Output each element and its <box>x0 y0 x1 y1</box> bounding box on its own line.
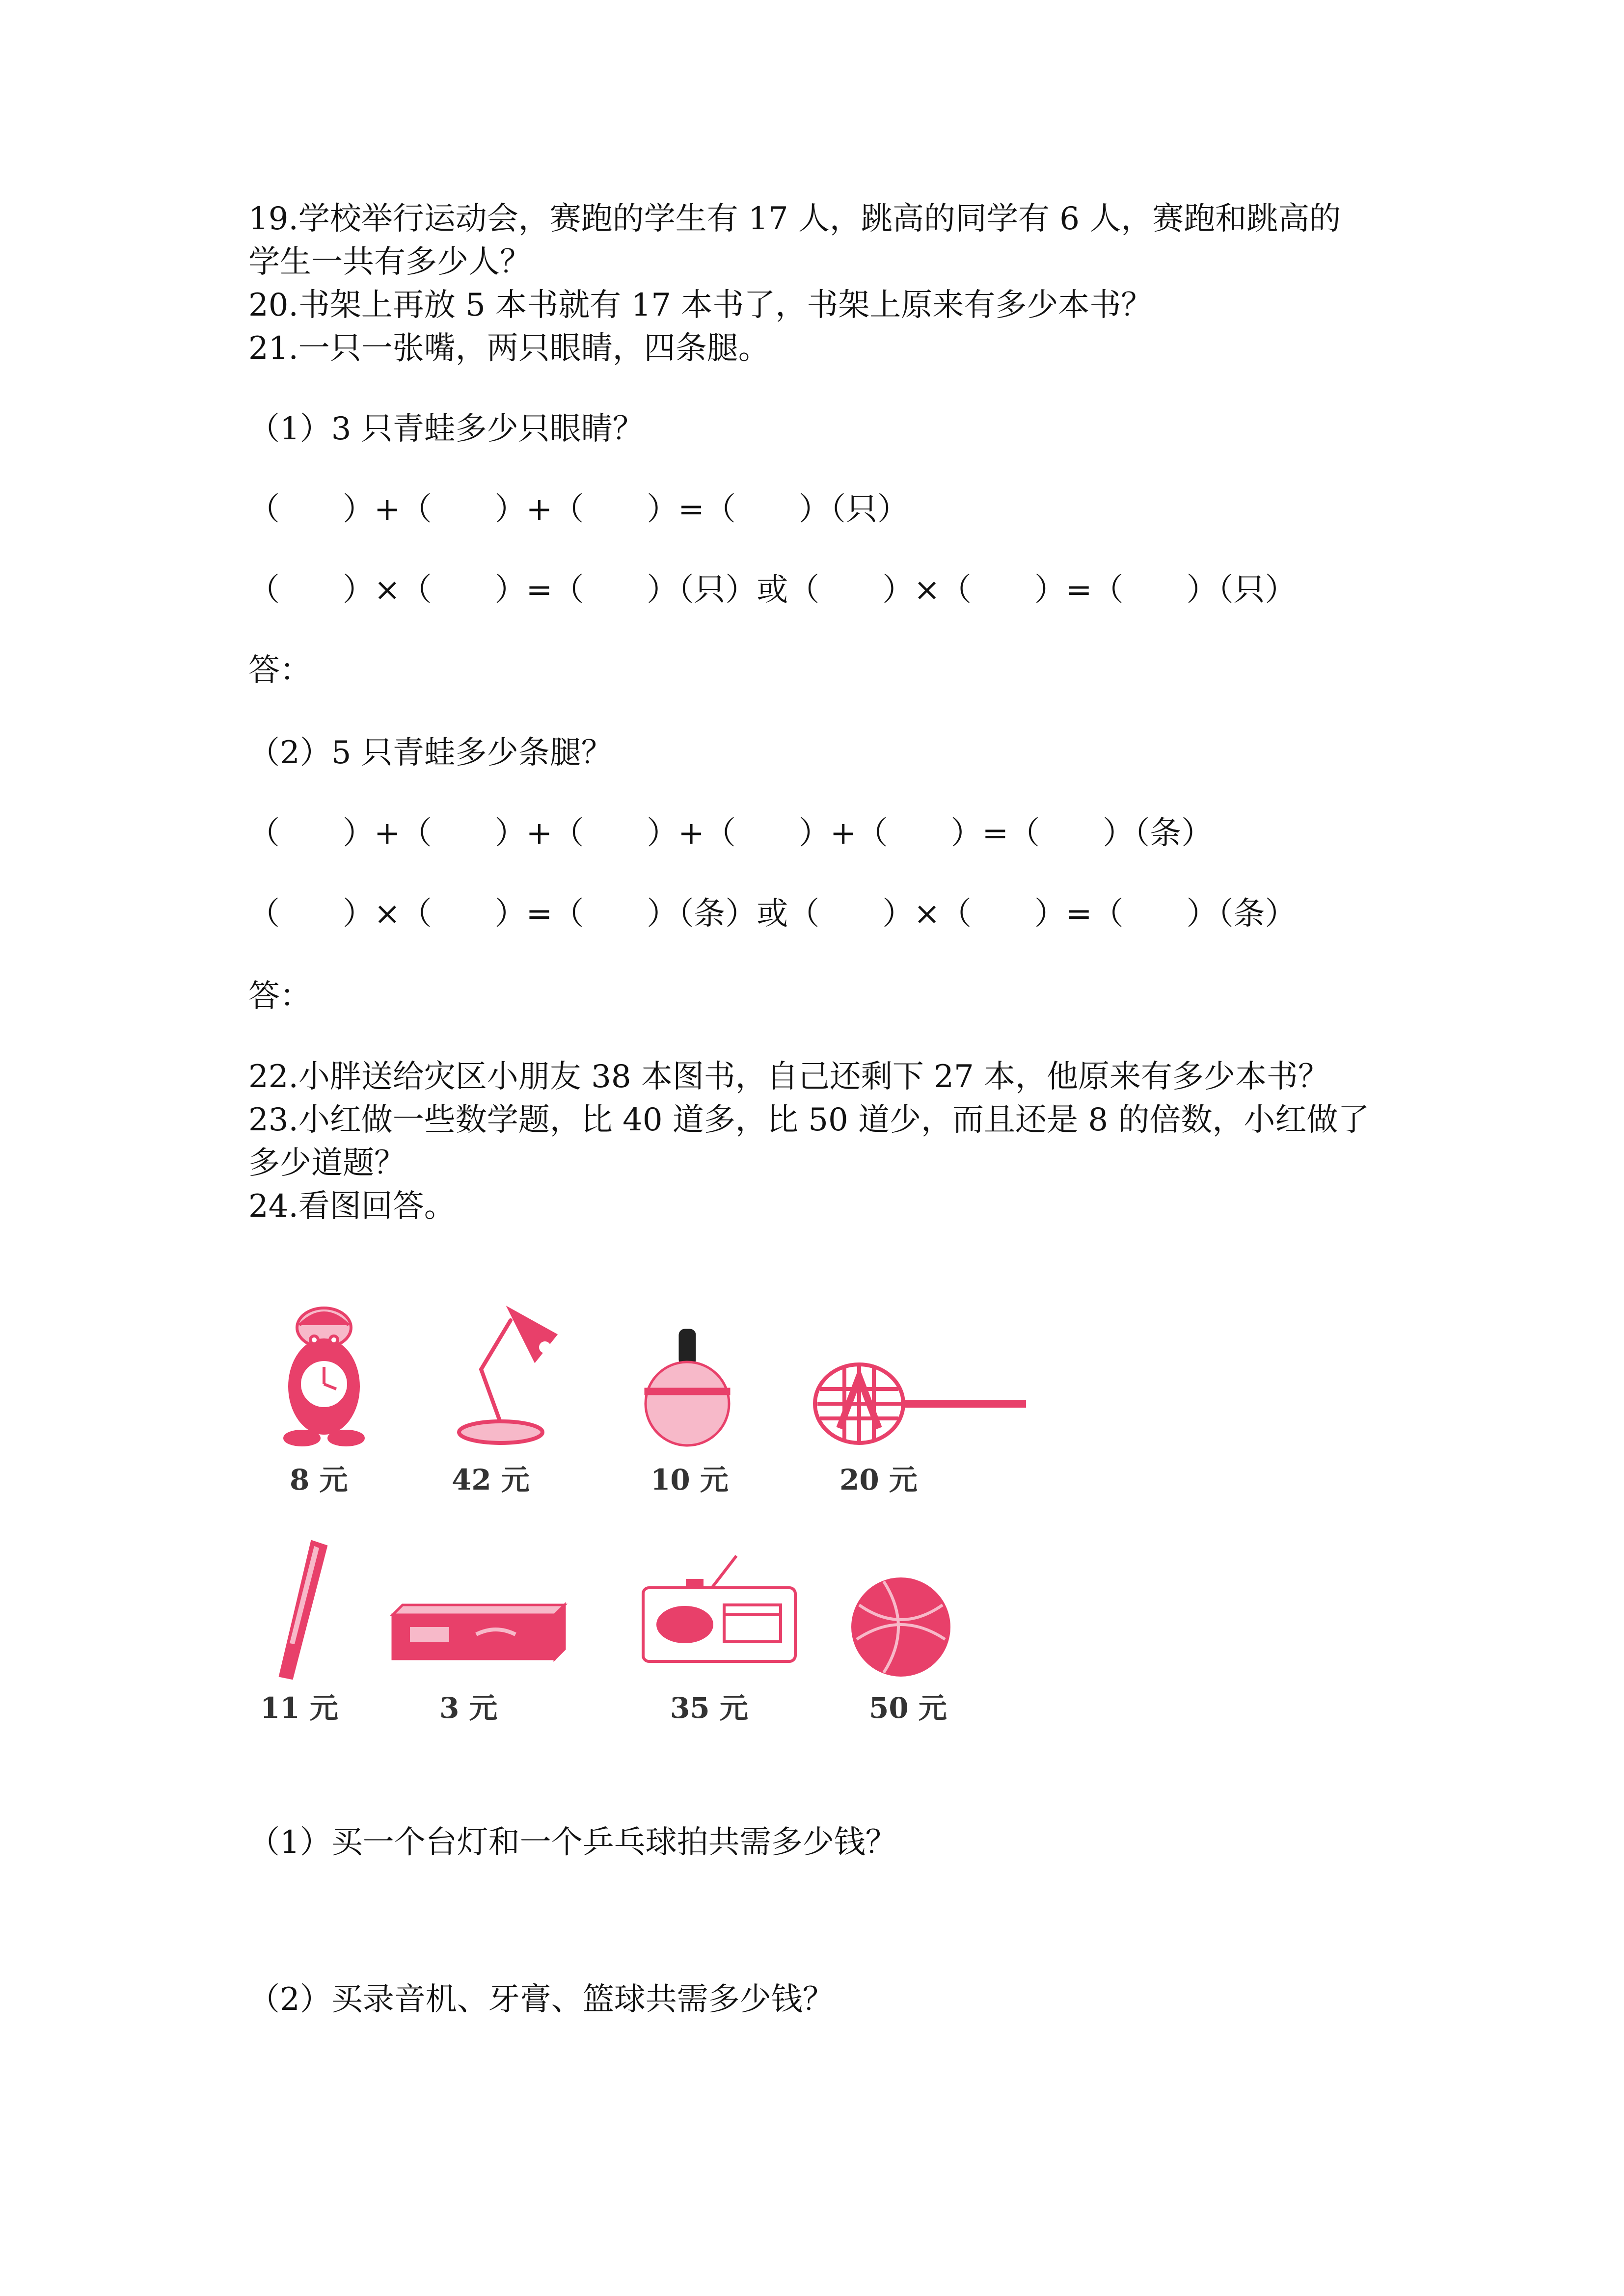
question-21-part2: （2）5 只青蛙多少条腿？ <box>248 735 613 771</box>
question-21-part1: （1）3 只青蛙多少只眼睛？ <box>248 411 644 447</box>
badminton-racket-icon <box>810 1355 1031 1453</box>
question-19-line2: 学生一共有多少人？ <box>248 244 531 280</box>
basketball-icon <box>849 1575 952 1679</box>
question-21-part2-equation-add: （ ）+（ ）+（ ）+（ ）+（ ）=（ ）（条） <box>248 815 1213 852</box>
question-21-part1-equation-add: （ ）+（ ）+（ ）=（ ）（只） <box>248 491 909 528</box>
price-label: 10 元 <box>650 1463 729 1496</box>
price-label: 11 元 <box>260 1691 338 1725</box>
price-label: 3 元 <box>439 1691 498 1725</box>
question-21: 21.一只一张嘴，两只眼睛，四条腿。 <box>248 330 770 367</box>
question-22: 22.小胖送给灾区小朋友 38 本图书，自己还剩下 27 本，他原来有多少本书？ <box>248 1059 1330 1095</box>
question-19-line1: 19.学校举行运动会，赛跑的学生有 17 人，跳高的同学有 6 人，赛跑和跳高的 <box>248 201 1341 237</box>
question-24-part1: （1）买一个台灯和一个乒乓球拍共需多少钱？ <box>248 1824 897 1861</box>
price-label: 35 元 <box>670 1691 748 1725</box>
question-23-line2: 多少道题？ <box>248 1145 406 1181</box>
question-21-part2-equation-multiply: （ ）×（ ）=（ ）（条）或（ ）×（ ）=（ ）（条） <box>248 896 1297 932</box>
penguin-clock-icon <box>275 1301 373 1448</box>
question-20: 20.书架上再放 5 本书就有 17 本书了，书架上原来有多少本书？ <box>248 287 1153 323</box>
question-21-part1-equation-multiply: （ ）×（ ）=（ ）（只）或（ ）×（ ）=（ ）（只） <box>248 572 1297 608</box>
radio-icon <box>638 1551 800 1669</box>
answer-label: 答： <box>248 978 311 1015</box>
price-label: 42 元 <box>452 1463 530 1496</box>
toothpaste-icon <box>388 1600 569 1664</box>
question-24-part2: （2）买录音机、牙膏、篮球共需多少钱？ <box>248 1981 834 2018</box>
price-label: 20 元 <box>839 1463 918 1496</box>
ping-pong-paddle-icon <box>638 1325 736 1453</box>
pen-icon <box>265 1536 334 1683</box>
price-label: 8 元 <box>290 1463 348 1496</box>
price-label: 50 元 <box>869 1691 947 1725</box>
answer-label: 答： <box>248 652 311 689</box>
question-24: 24.看图回答。 <box>248 1188 456 1225</box>
question-23-line1: 23.小红做一些数学题，比 40 道多，比 50 道少，而且还是 8 的倍数，小红做了 <box>248 1102 1370 1138</box>
desk-lamp-icon <box>447 1301 574 1448</box>
